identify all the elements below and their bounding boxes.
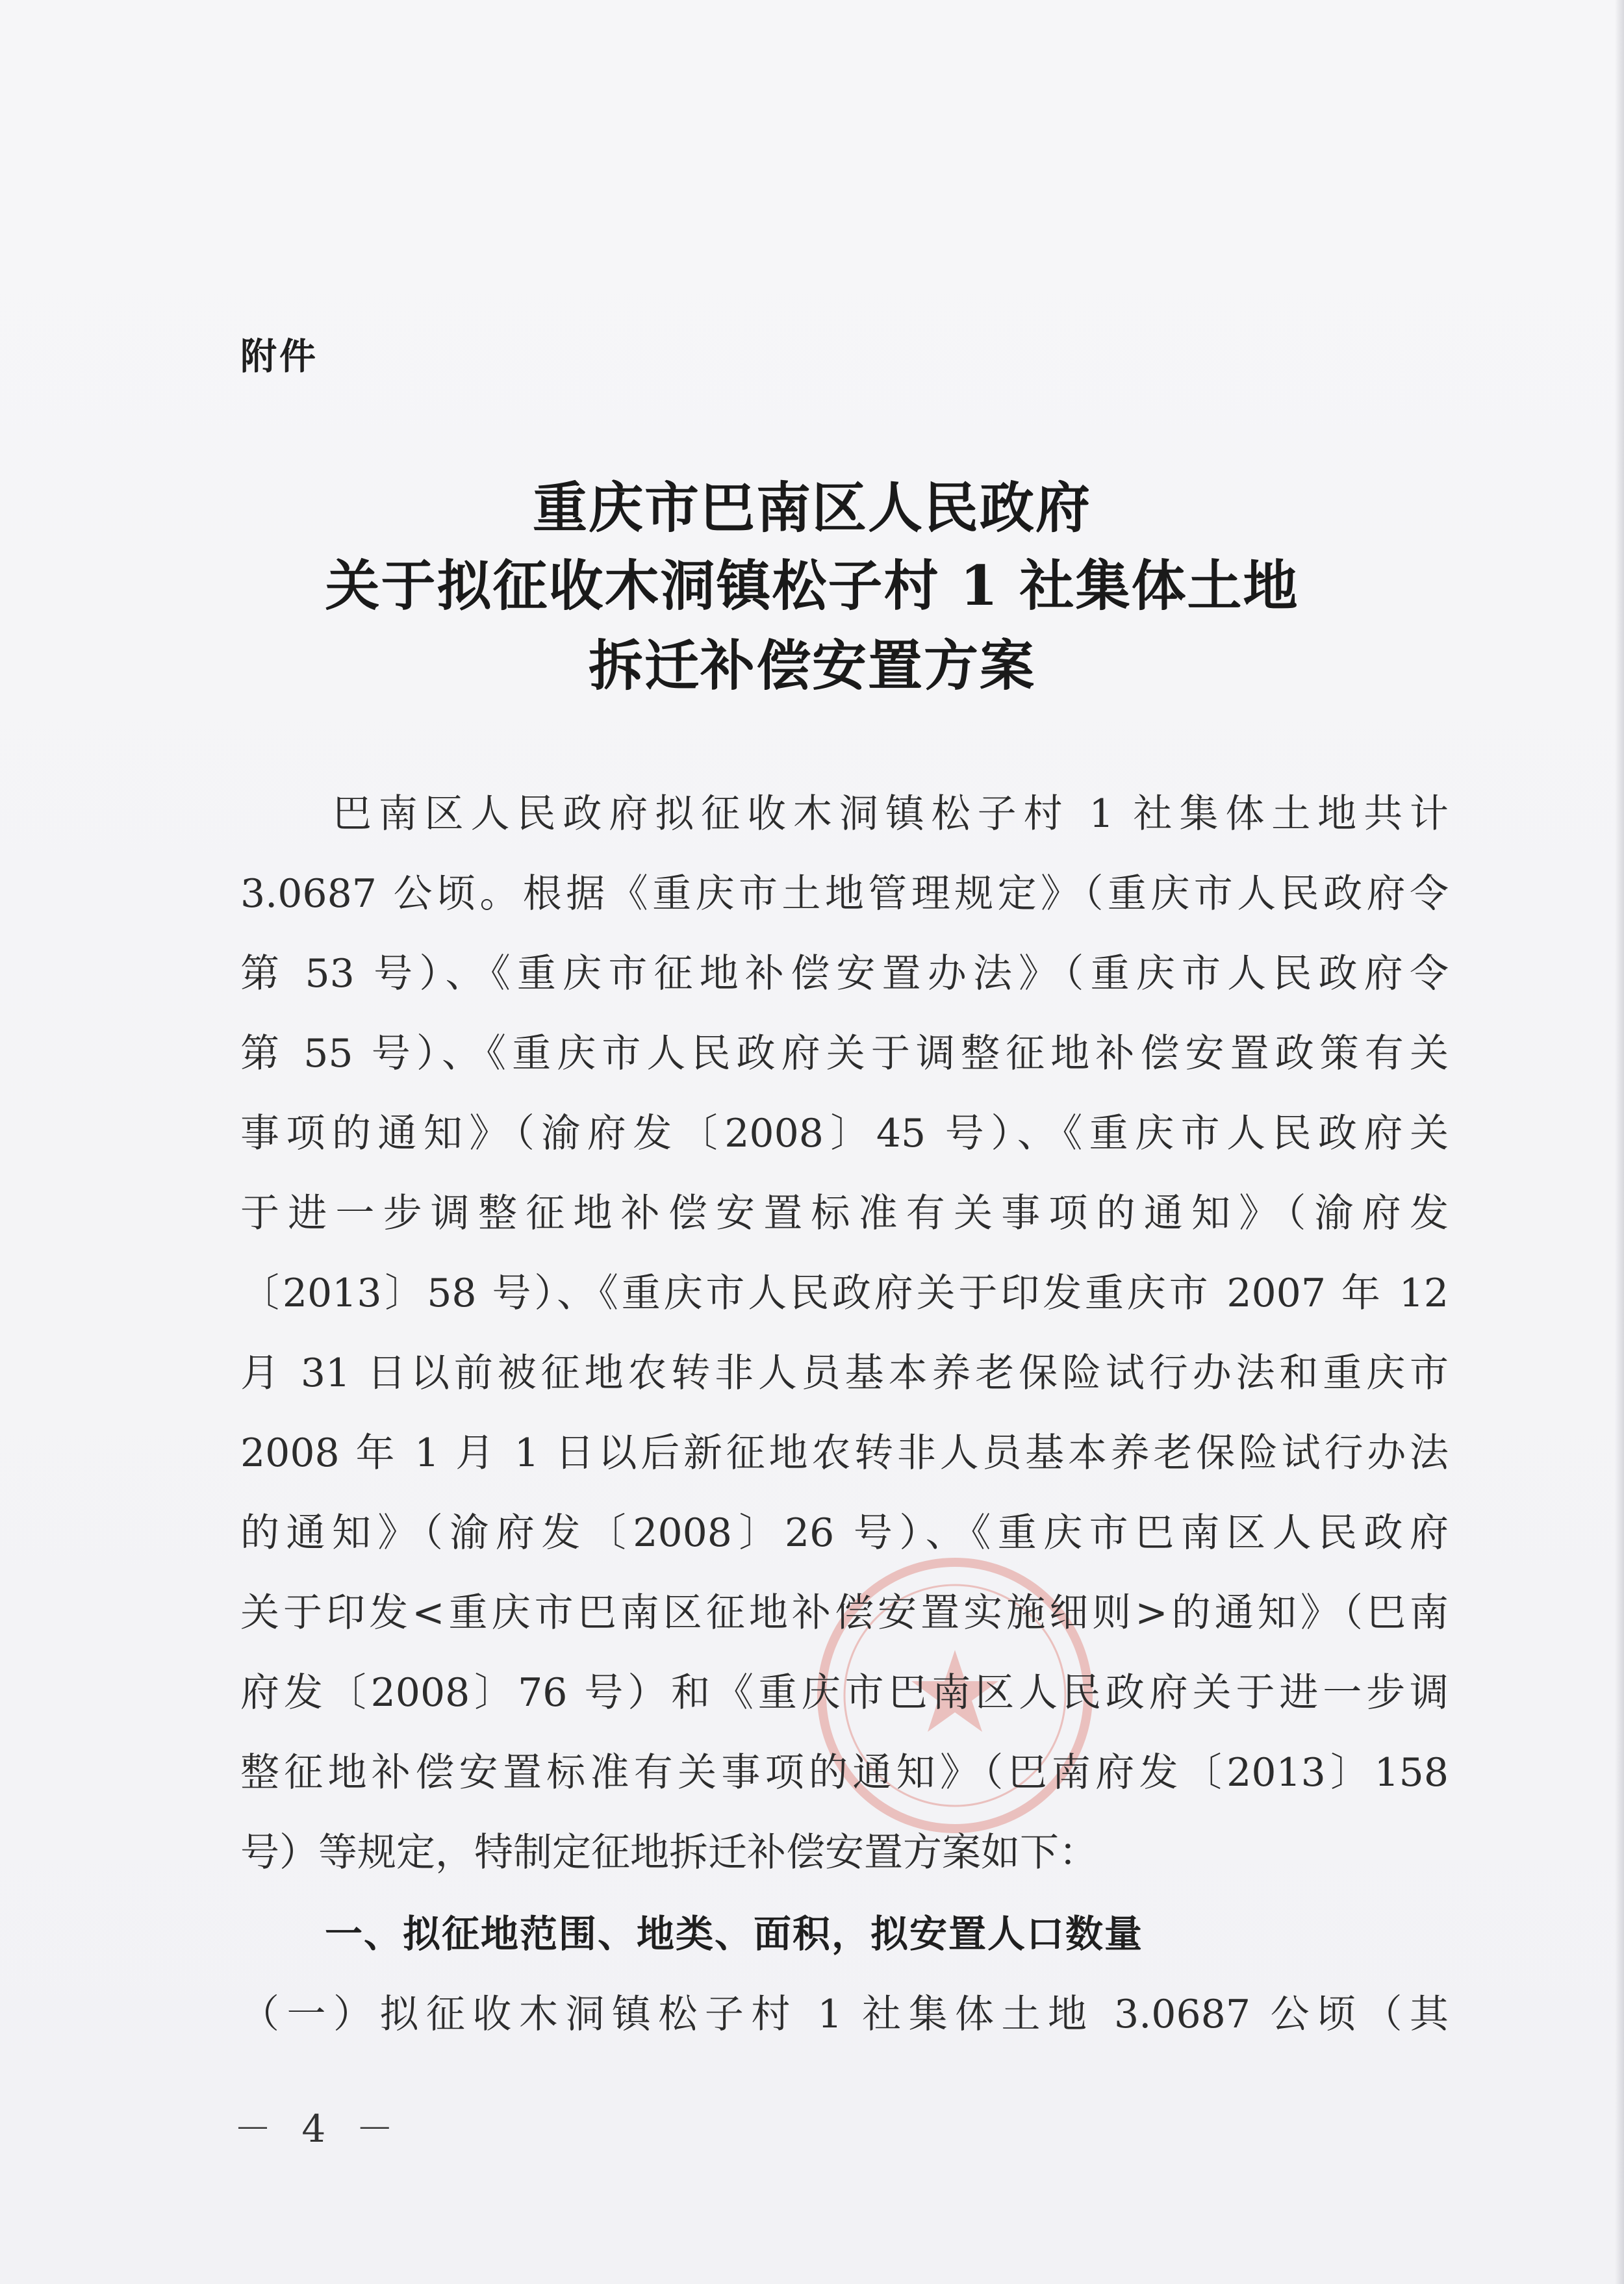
paragraph-line: 〔2013〕58 号）、《重庆市人民政府关于印发重庆市 2007 年 12 — [240, 1271, 1449, 1316]
paragraph-line: 2008 年 1 月 1 日以后新征地农转非人员基本养老保险试行办法 — [240, 1430, 1449, 1476]
paragraph-line: 巴南区人民政府拟征收木洞镇松子村 1 社集体土地共计 — [240, 791, 1449, 837]
title-line-3: 拆迁补偿安置方案 — [588, 633, 1035, 698]
title-line-2: 关于拟征收木洞镇松子村 1 社集体土地 — [325, 553, 1299, 618]
paragraph-line: 于进一步调整征地补偿安置标准有关事项的通知》（渝府发 — [240, 1191, 1449, 1236]
title-line-1: 重庆市巴南区人民政府 — [532, 476, 1091, 540]
page-number: － 4 － — [234, 2107, 403, 2151]
section-heading: 一、拟征地范围、地类、面积，拟安置人口数量 — [325, 1912, 1144, 1956]
paragraph-line: 事项的通知》（渝府发〔2008〕45 号）、《重庆市人民政府关 — [240, 1111, 1449, 1156]
attachment-label: 附件 — [240, 336, 318, 378]
paragraph-line: 月 31 日以前被征地农转非人员基本养老保险试行办法和重庆市 — [240, 1351, 1449, 1396]
paragraph-line: 第 55 号）、《重庆市人民政府关于调整征地补偿安置政策有关 — [240, 1031, 1449, 1076]
paragraph-line: 3.0687 公顷。根据《重庆市土地管理规定》（重庆市人民政府令 — [240, 871, 1449, 917]
paragraph-line: 第 53 号）、《重庆市征地补偿安置办法》（重庆市人民政府令 — [240, 951, 1449, 996]
paragraph-line: 府发〔2008〕76 号）和《重庆市巴南区人民政府关于进一步调 — [240, 1670, 1449, 1716]
paragraph-line: 整征地补偿安置标准有关事项的通知》（巴南府发〔2013〕158 — [240, 1750, 1449, 1795]
paragraph-line: 关于印发<重庆市巴南区征地补偿安置实施细则>的通知》（巴南 — [240, 1590, 1449, 1636]
page-edge-shadow — [1615, 0, 1624, 2284]
subsection-line: （一）拟征收木洞镇松子村 1 社集体土地 3.0687 公顷（其 — [240, 1992, 1449, 2037]
paragraph-line: 号）等规定，特制定征地拆迁补偿安置方案如下： — [240, 1830, 1098, 1875]
paragraph-line: 的通知》（渝府发〔2008〕26 号）、《重庆市巴南区人民政府 — [240, 1510, 1449, 1556]
